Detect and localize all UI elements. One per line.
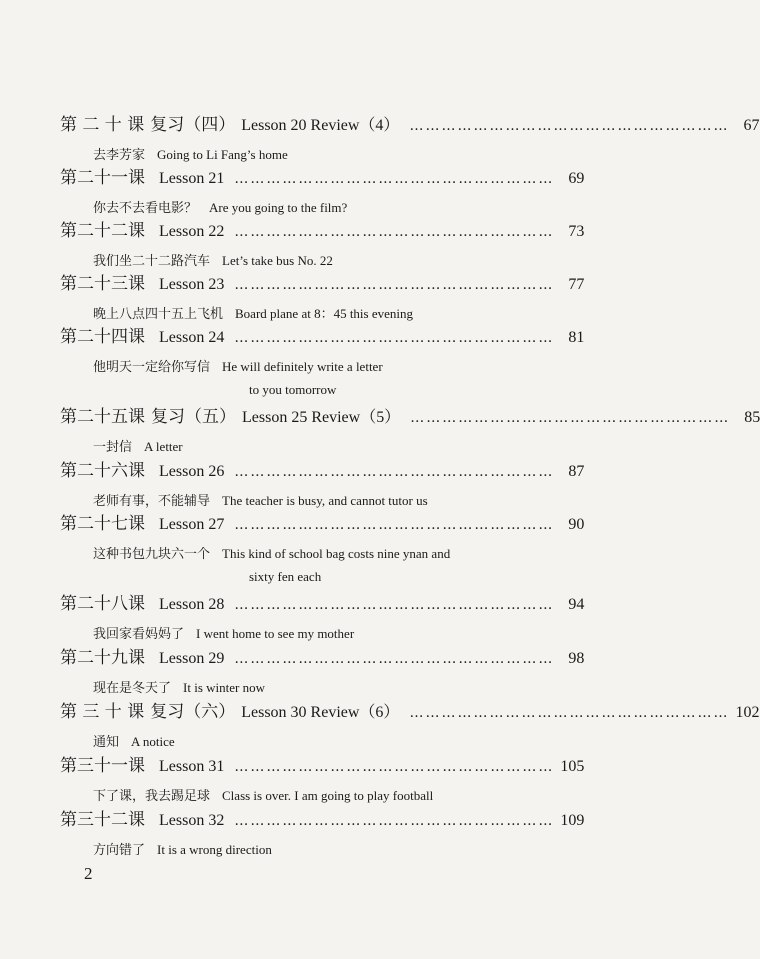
- page-number: 109: [560, 812, 585, 829]
- toc-line: [60, 166, 585, 191]
- page-number: 85: [744, 409, 760, 426]
- toc-entry[interactable]: [60, 512, 585, 588]
- chapter-label: 第二十五课: [60, 407, 145, 427]
- subtitle-zh: 去李芳家: [93, 148, 146, 163]
- toc-entry[interactable]: [60, 166, 585, 220]
- lesson-title: Lesson 27: [159, 516, 225, 533]
- toc-entry[interactable]: [60, 808, 585, 862]
- chapter-label: 第 二 十 课: [60, 115, 145, 135]
- lesson-title: Lesson 23: [159, 276, 225, 293]
- toc-entry[interactable]: [60, 405, 760, 459]
- lesson-title: Lesson 21: [159, 170, 225, 187]
- toc-entry[interactable]: [60, 113, 760, 167]
- chapter-label: 第二十四课: [60, 327, 145, 347]
- page-number: 67: [743, 117, 760, 134]
- page-number: 102: [735, 704, 760, 721]
- toc-line: [60, 646, 585, 671]
- lesson-subtitle: [93, 543, 560, 566]
- toc-line: [60, 325, 585, 350]
- subtitle-en: Let’s take bus No. 22: [222, 253, 333, 268]
- lesson-title: Lesson 26: [159, 463, 225, 480]
- lesson-subtitle: [93, 731, 560, 754]
- subtitle-en: It is winter now: [183, 680, 265, 695]
- chapter-label: 第二十三课: [60, 274, 145, 294]
- toc-line: [60, 700, 760, 725]
- lesson-title: Lesson 24: [159, 329, 225, 346]
- subtitle-zh: 我们坐二十二路汽车: [93, 254, 211, 269]
- chapter-label: 第三十一课: [60, 756, 145, 776]
- page-number: 87: [568, 463, 585, 480]
- page-number: 69: [568, 170, 585, 187]
- leader-dots: ……………………………………………………: [234, 759, 555, 775]
- leader-dots: ……………………………………………………: [234, 277, 555, 293]
- subtitle-zh: 通知: [93, 735, 120, 750]
- leader-dots: ……………………………………………………: [234, 597, 555, 613]
- subtitle-zh: 他明天一定给你写信: [93, 360, 211, 375]
- leader-dots: ……………………………………………………: [234, 171, 555, 187]
- subtitle-en: The teacher is busy, and cannot tutor us: [222, 493, 428, 508]
- page-footer-number: 2: [84, 864, 93, 883]
- lesson-subtitle: [93, 490, 560, 513]
- toc-line: [60, 405, 760, 430]
- toc-line: [60, 592, 585, 617]
- subtitle-en: I went home to see my mother: [196, 626, 355, 641]
- lesson-title: Lesson 28: [159, 596, 225, 613]
- leader-dots: ……………………………………………………: [234, 651, 555, 667]
- lesson-subtitle: [93, 677, 560, 700]
- page-number: 73: [568, 223, 585, 240]
- subtitle-zh: 你去不去看电影？: [93, 201, 198, 216]
- lesson-subtitle: [93, 436, 560, 459]
- subtitle-zh: 老师有事，不能辅导: [93, 494, 211, 509]
- subtitle-zh: 晚上八点四十五上飞机: [93, 307, 224, 322]
- review-label: 复习（四）: [150, 115, 236, 135]
- lesson-subtitle: [93, 144, 560, 167]
- page-number: 81: [568, 329, 585, 346]
- chapter-label: 第二十六课: [60, 461, 145, 481]
- subtitle-en: Are you going to the film?: [209, 200, 348, 215]
- subtitle-en: Class is over. I am going to play football: [222, 788, 434, 803]
- subtitle-zh: 这种书包九块六一个: [93, 547, 211, 562]
- page-number: 90: [568, 516, 585, 533]
- subtitle-zh: 一封信: [93, 440, 133, 455]
- toc-entry[interactable]: [60, 646, 585, 700]
- subtitle-zh: 方向错了: [93, 843, 146, 858]
- subtitle-en-continued: sixty fen each: [249, 569, 322, 584]
- lesson-subtitle: [93, 197, 560, 220]
- lesson-subtitle: [93, 785, 560, 808]
- lesson-subtitle: [93, 356, 560, 379]
- leader-dots: ……………………………………………………: [409, 705, 730, 721]
- page-number: 105: [560, 758, 585, 775]
- toc-line: [60, 512, 585, 537]
- leader-dots: ……………………………………………………: [234, 224, 555, 240]
- toc-line: [60, 272, 585, 297]
- lesson-title: Lesson 30 Review（6）: [241, 704, 400, 721]
- lesson-subtitle: [93, 839, 560, 862]
- subtitle-en-continued: to you tomorrow: [249, 382, 337, 397]
- toc-line: [60, 754, 585, 779]
- page-number: 77: [568, 276, 585, 293]
- toc-line: [60, 459, 585, 484]
- toc-entry[interactable]: [60, 272, 585, 326]
- toc-line: [60, 113, 760, 138]
- toc-entry[interactable]: [60, 219, 585, 273]
- lesson-subtitle: [93, 303, 560, 326]
- lesson-title: Lesson 29: [159, 650, 225, 667]
- subtitle-en: A notice: [131, 734, 175, 749]
- toc-entry[interactable]: [60, 325, 585, 401]
- chapter-label: 第二十二课: [60, 221, 145, 241]
- toc-entry[interactable]: [60, 754, 585, 808]
- chapter-label: 第二十一课: [60, 168, 145, 188]
- subtitle-en: It is a wrong direction: [157, 842, 272, 857]
- lesson-subtitle: [93, 250, 560, 273]
- chapter-label: 第三十二课: [60, 810, 145, 830]
- subtitle-en: This kind of school bag costs nine ynan and: [222, 546, 451, 561]
- chapter-label: 第 三 十 课: [60, 702, 145, 722]
- leader-dots: ……………………………………………………: [409, 118, 730, 134]
- chapter-label: 第二十七课: [60, 514, 145, 534]
- chapter-label: 第二十九课: [60, 648, 145, 668]
- lesson-title: Lesson 32: [159, 812, 225, 829]
- lesson-title: Lesson 22: [159, 223, 225, 240]
- toc-line: [60, 808, 585, 833]
- leader-dots: ……………………………………………………: [410, 410, 731, 426]
- review-label: 复习（六）: [150, 702, 236, 722]
- toc-entry[interactable]: [60, 700, 760, 754]
- leader-dots: ……………………………………………………: [234, 517, 555, 533]
- page-number: 98: [568, 650, 585, 667]
- subtitle-zh: 我回家看妈妈了: [93, 627, 185, 642]
- subtitle-en: A letter: [144, 439, 183, 454]
- toc-line: [60, 219, 585, 244]
- chapter-label: 第二十八课: [60, 594, 145, 614]
- leader-dots: ……………………………………………………: [234, 464, 555, 480]
- lesson-title: Lesson 31: [159, 758, 225, 775]
- subtitle-en: He will definitely write a letter: [222, 359, 383, 374]
- review-label: 复习（五）: [151, 407, 236, 427]
- leader-dots: ……………………………………………………: [234, 330, 555, 346]
- subtitle-zh: 下了课，我去踢足球: [93, 789, 211, 804]
- subtitle-zh: 现在是冬天了: [93, 681, 172, 696]
- lesson-title: Lesson 20 Review（4）: [241, 117, 400, 134]
- leader-dots: ……………………………………………………: [234, 813, 555, 829]
- toc-entry[interactable]: [60, 459, 585, 513]
- subtitle-en: Going to Li Fang’s home: [157, 147, 288, 162]
- lesson-title: Lesson 25 Review（5）: [242, 409, 401, 426]
- lesson-subtitle: [93, 623, 560, 646]
- toc-entry[interactable]: [60, 592, 585, 646]
- page-number: 94: [568, 596, 585, 613]
- subtitle-en: Board plane at 8：45 this evening: [235, 306, 414, 321]
